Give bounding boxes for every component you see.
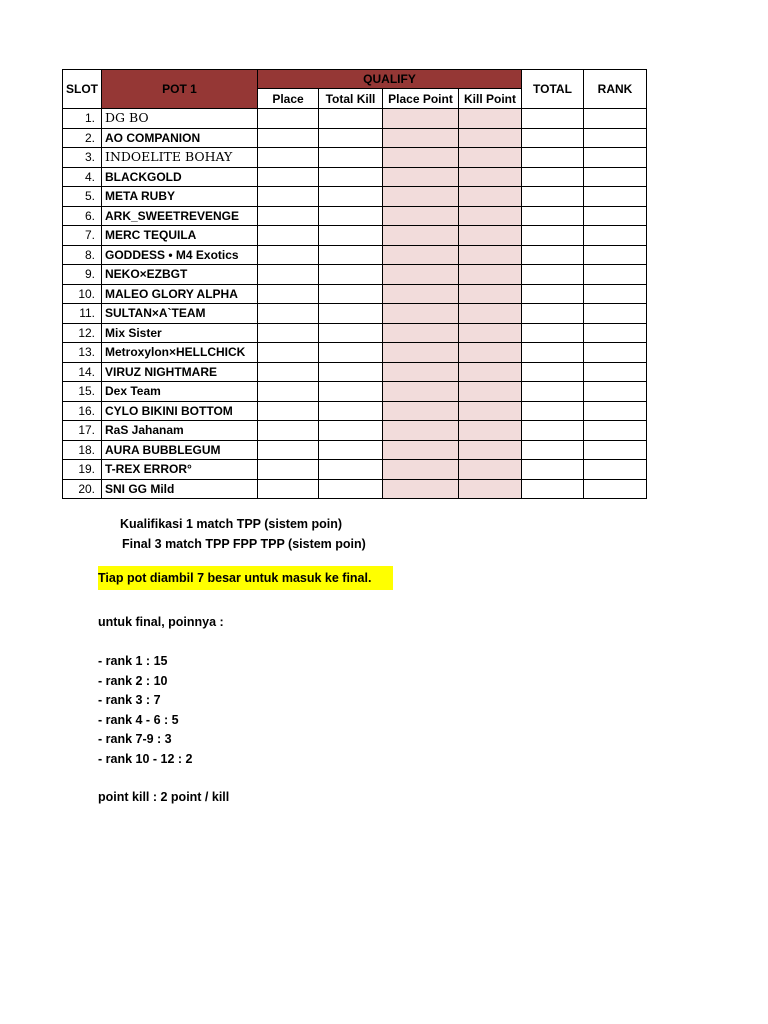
kill-point-cell[interactable] bbox=[459, 401, 522, 421]
total-cell[interactable] bbox=[522, 401, 584, 421]
rank-cell[interactable] bbox=[584, 128, 647, 148]
kill-point-cell[interactable] bbox=[459, 382, 522, 402]
slot-number: 9. bbox=[63, 265, 102, 285]
table-row bbox=[63, 206, 647, 226]
table-row bbox=[63, 167, 647, 187]
total-kill-cell[interactable] bbox=[319, 128, 383, 148]
place-point-cell[interactable] bbox=[383, 148, 459, 168]
kill-point-cell[interactable] bbox=[459, 460, 522, 480]
slot-number: 8. bbox=[63, 245, 102, 265]
rank-cell[interactable] bbox=[584, 323, 647, 343]
place-cell[interactable] bbox=[258, 362, 319, 382]
kill-point-cell[interactable] bbox=[459, 440, 522, 460]
total-kill-cell[interactable] bbox=[319, 167, 383, 187]
table-row bbox=[63, 362, 647, 382]
team-name: AO COMPANION bbox=[102, 128, 258, 148]
place-cell[interactable] bbox=[258, 206, 319, 226]
team-name: VIRUZ NIGHTMARE bbox=[102, 362, 258, 382]
team-rows bbox=[63, 109, 647, 499]
place-cell[interactable] bbox=[258, 128, 319, 148]
rank-point-item: - rank 10 - 12 : 2 bbox=[98, 751, 193, 766]
team-name: Metroxylon×HELLCHICK bbox=[102, 343, 258, 363]
slot-number: 4. bbox=[63, 167, 102, 187]
total-kill-cell[interactable] bbox=[319, 109, 383, 129]
total-kill-cell[interactable] bbox=[319, 245, 383, 265]
rank-cell[interactable] bbox=[584, 440, 647, 460]
table-row bbox=[63, 187, 647, 207]
place-point-cell[interactable] bbox=[383, 304, 459, 324]
table-row bbox=[63, 382, 647, 402]
rank-cell[interactable] bbox=[584, 382, 647, 402]
rank-point-item: - rank 3 : 7 bbox=[98, 693, 161, 707]
total-cell[interactable] bbox=[522, 109, 584, 129]
place-point-cell[interactable] bbox=[383, 401, 459, 421]
rank-cell[interactable] bbox=[584, 148, 647, 168]
total-kill-cell[interactable] bbox=[319, 304, 383, 324]
total-kill-cell[interactable] bbox=[319, 187, 383, 207]
total-cell[interactable] bbox=[522, 187, 584, 207]
total-kill-cell[interactable] bbox=[319, 362, 383, 382]
place-cell[interactable] bbox=[258, 343, 319, 363]
total-cell[interactable] bbox=[522, 343, 584, 363]
kill-point-cell[interactable] bbox=[459, 421, 522, 441]
team-name: GODDESS • M4 Exotics bbox=[102, 245, 258, 265]
place-point-header: Place Point bbox=[383, 89, 459, 109]
rank-point-item: - rank 1 : 15 bbox=[98, 654, 168, 668]
rank-cell[interactable] bbox=[584, 343, 647, 363]
rank-cell[interactable] bbox=[584, 187, 647, 207]
total-cell[interactable] bbox=[522, 460, 584, 480]
total-header: TOTAL bbox=[522, 70, 584, 109]
total-kill-cell[interactable] bbox=[319, 206, 383, 226]
total-kill-cell[interactable] bbox=[319, 226, 383, 246]
total-cell[interactable] bbox=[522, 479, 584, 499]
table-row bbox=[63, 284, 647, 304]
rank-cell[interactable] bbox=[584, 362, 647, 382]
total-cell[interactable] bbox=[522, 245, 584, 265]
place-cell[interactable] bbox=[258, 226, 319, 246]
slot-number: 6. bbox=[63, 206, 102, 226]
rank-cell[interactable] bbox=[584, 206, 647, 226]
rank-cell[interactable] bbox=[584, 167, 647, 187]
team-name: Mix Sister bbox=[102, 323, 258, 343]
total-cell[interactable] bbox=[522, 382, 584, 402]
place-cell[interactable] bbox=[258, 323, 319, 343]
total-kill-header: Total Kill bbox=[319, 89, 383, 109]
place-cell[interactable] bbox=[258, 187, 319, 207]
team-name: CYLO BIKINI BOTTOM bbox=[102, 401, 258, 421]
kill-point-cell[interactable] bbox=[459, 304, 522, 324]
place-point-cell[interactable] bbox=[383, 284, 459, 304]
table-row bbox=[63, 343, 647, 363]
slot-number: 16. bbox=[63, 401, 102, 421]
kill-point-cell[interactable] bbox=[459, 226, 522, 246]
team-name: NEKO×EZBGT bbox=[102, 265, 258, 285]
team-name: Dex Team bbox=[102, 382, 258, 402]
place-point-cell[interactable] bbox=[383, 167, 459, 187]
total-kill-cell[interactable] bbox=[319, 382, 383, 402]
rank-point-item: - rank 4 - 6 : 5 bbox=[98, 712, 179, 727]
place-point-cell[interactable] bbox=[383, 206, 459, 226]
total-cell[interactable] bbox=[522, 206, 584, 226]
total-cell[interactable] bbox=[522, 362, 584, 382]
total-cell[interactable] bbox=[522, 284, 584, 304]
total-kill-cell[interactable] bbox=[319, 265, 383, 285]
rank-cell[interactable] bbox=[584, 284, 647, 304]
place-cell[interactable] bbox=[258, 265, 319, 285]
rank-cell[interactable] bbox=[584, 421, 647, 441]
place-point-cell[interactable] bbox=[383, 109, 459, 129]
place-cell[interactable] bbox=[258, 245, 319, 265]
total-cell[interactable] bbox=[522, 323, 584, 343]
total-kill-cell[interactable] bbox=[319, 343, 383, 363]
slot-number: 12. bbox=[63, 323, 102, 343]
kill-point-header: Kill Point bbox=[459, 89, 522, 109]
table-row bbox=[63, 401, 647, 421]
place-point-cell[interactable] bbox=[383, 440, 459, 460]
final-note: Final 3 match TPP FPP TPP (sistem poin) bbox=[122, 537, 366, 551]
team-name: INDOELITE BOHAY bbox=[102, 148, 258, 168]
total-cell[interactable] bbox=[522, 167, 584, 187]
slot-number: 1. bbox=[63, 109, 102, 129]
team-name: META RUBY bbox=[102, 187, 258, 207]
total-cell[interactable] bbox=[522, 304, 584, 324]
slot-number: 2. bbox=[63, 128, 102, 148]
total-kill-cell[interactable] bbox=[319, 323, 383, 343]
table-row bbox=[63, 226, 647, 246]
place-point-cell[interactable] bbox=[383, 265, 459, 285]
kill-point-cell[interactable] bbox=[459, 128, 522, 148]
kill-points-note: point kill : 2 point / kill bbox=[98, 790, 230, 804]
team-name: AURA BUBBLEGUM bbox=[102, 440, 258, 460]
total-cell[interactable] bbox=[522, 265, 584, 285]
place-point-cell[interactable] bbox=[383, 382, 459, 402]
rank-cell[interactable] bbox=[584, 265, 647, 285]
place-point-cell[interactable] bbox=[383, 226, 459, 246]
place-cell[interactable] bbox=[258, 460, 319, 480]
team-name: SNI GG Mild bbox=[102, 479, 258, 499]
total-kill-cell[interactable] bbox=[319, 148, 383, 168]
slot-number: 3. bbox=[63, 148, 102, 168]
place-cell[interactable] bbox=[258, 401, 319, 421]
slot-number: 14. bbox=[63, 362, 102, 382]
place-point-cell[interactable] bbox=[383, 343, 459, 363]
rank-header: RANK bbox=[584, 70, 647, 109]
pot-header: POT 1 bbox=[102, 70, 258, 109]
total-cell[interactable] bbox=[522, 440, 584, 460]
team-name: RaS Jahanam bbox=[102, 421, 258, 441]
slot-number: 15. bbox=[63, 382, 102, 402]
place-point-cell[interactable] bbox=[383, 187, 459, 207]
place-cell[interactable] bbox=[258, 167, 319, 187]
place-point-cell[interactable] bbox=[383, 323, 459, 343]
total-cell[interactable] bbox=[522, 128, 584, 148]
team-name: SULTAN×A`TEAM bbox=[102, 304, 258, 324]
kill-point-cell[interactable] bbox=[459, 323, 522, 343]
rank-point-item: - rank 2 : 10 bbox=[98, 673, 168, 688]
rank-cell[interactable] bbox=[584, 304, 647, 324]
total-kill-cell[interactable] bbox=[319, 460, 383, 480]
rank-cell[interactable] bbox=[584, 109, 647, 129]
final-points-title: untuk final, poinnya : bbox=[98, 615, 224, 629]
total-kill-cell[interactable] bbox=[319, 440, 383, 460]
standings-table bbox=[62, 69, 647, 499]
slot-number: 18. bbox=[63, 440, 102, 460]
total-kill-cell[interactable] bbox=[319, 421, 383, 441]
kill-point-cell[interactable] bbox=[459, 479, 522, 499]
place-point-cell[interactable] bbox=[383, 460, 459, 480]
kill-point-cell[interactable] bbox=[459, 109, 522, 129]
qualify-header: QUALIFY bbox=[258, 70, 522, 89]
team-name: BLACKGOLD bbox=[102, 167, 258, 187]
table-row bbox=[63, 245, 647, 265]
kill-point-cell[interactable] bbox=[459, 206, 522, 226]
kill-point-cell[interactable] bbox=[459, 167, 522, 187]
kill-point-cell[interactable] bbox=[459, 284, 522, 304]
table-row bbox=[63, 109, 647, 129]
total-cell[interactable] bbox=[522, 421, 584, 441]
team-name: T-REX ERROR° bbox=[102, 460, 258, 480]
place-cell[interactable] bbox=[258, 304, 319, 324]
rank-cell[interactable] bbox=[584, 226, 647, 246]
place-point-cell[interactable] bbox=[383, 479, 459, 499]
team-name: DG BO bbox=[102, 109, 258, 129]
kill-point-cell[interactable] bbox=[459, 187, 522, 207]
kill-point-cell[interactable] bbox=[459, 343, 522, 363]
place-point-cell[interactable] bbox=[383, 362, 459, 382]
slot-number: 11. bbox=[63, 304, 102, 324]
slot-number: 10. bbox=[63, 284, 102, 304]
highlighted-note: Tiap pot diambil 7 besar untuk masuk ke final. bbox=[98, 566, 393, 590]
table-row bbox=[63, 265, 647, 285]
table-row bbox=[63, 440, 647, 460]
total-kill-cell[interactable] bbox=[319, 401, 383, 421]
place-cell[interactable] bbox=[258, 479, 319, 499]
place-point-cell[interactable] bbox=[383, 421, 459, 441]
table-row bbox=[63, 304, 647, 324]
rank-cell[interactable] bbox=[584, 245, 647, 265]
place-cell[interactable] bbox=[258, 109, 319, 129]
rank-cell[interactable] bbox=[584, 479, 647, 499]
team-name: ARK_SWEETREVENGE bbox=[102, 206, 258, 226]
place-point-cell[interactable] bbox=[383, 128, 459, 148]
slot-number: 5. bbox=[63, 187, 102, 207]
kill-point-cell[interactable] bbox=[459, 245, 522, 265]
table-row bbox=[63, 323, 647, 343]
team-name: MERC TEQUILA bbox=[102, 226, 258, 246]
rank-cell[interactable] bbox=[584, 460, 647, 480]
kill-point-cell[interactable] bbox=[459, 148, 522, 168]
table-row bbox=[63, 148, 647, 168]
slot-number: 17. bbox=[63, 421, 102, 441]
place-point-cell[interactable] bbox=[383, 245, 459, 265]
place-cell[interactable] bbox=[258, 382, 319, 402]
kill-point-cell[interactable] bbox=[459, 265, 522, 285]
total-cell[interactable] bbox=[522, 226, 584, 246]
slot-number: 20. bbox=[63, 479, 102, 499]
place-cell[interactable] bbox=[258, 421, 319, 441]
kill-point-cell[interactable] bbox=[459, 362, 522, 382]
table-row bbox=[63, 460, 647, 480]
place-header: Place bbox=[258, 89, 319, 109]
place-cell[interactable] bbox=[258, 440, 319, 460]
table-row bbox=[63, 479, 647, 499]
slot-number: 19. bbox=[63, 460, 102, 480]
total-kill-cell[interactable] bbox=[319, 479, 383, 499]
slot-header: SLOT bbox=[63, 70, 102, 109]
team-name: MALEO GLORY ALPHA bbox=[102, 284, 258, 304]
total-cell[interactable] bbox=[522, 148, 584, 168]
rank-point-item: - rank 7-9 : 3 bbox=[98, 732, 172, 746]
slot-number: 7. bbox=[63, 226, 102, 246]
rank-cell[interactable] bbox=[584, 401, 647, 421]
qualification-note: Kualifikasi 1 match TPP (sistem poin) bbox=[120, 517, 343, 531]
total-kill-cell[interactable] bbox=[319, 284, 383, 304]
table-row bbox=[63, 128, 647, 148]
place-cell[interactable] bbox=[258, 284, 319, 304]
table-row bbox=[63, 421, 647, 441]
slot-number: 13. bbox=[63, 343, 102, 363]
place-cell[interactable] bbox=[258, 148, 319, 168]
